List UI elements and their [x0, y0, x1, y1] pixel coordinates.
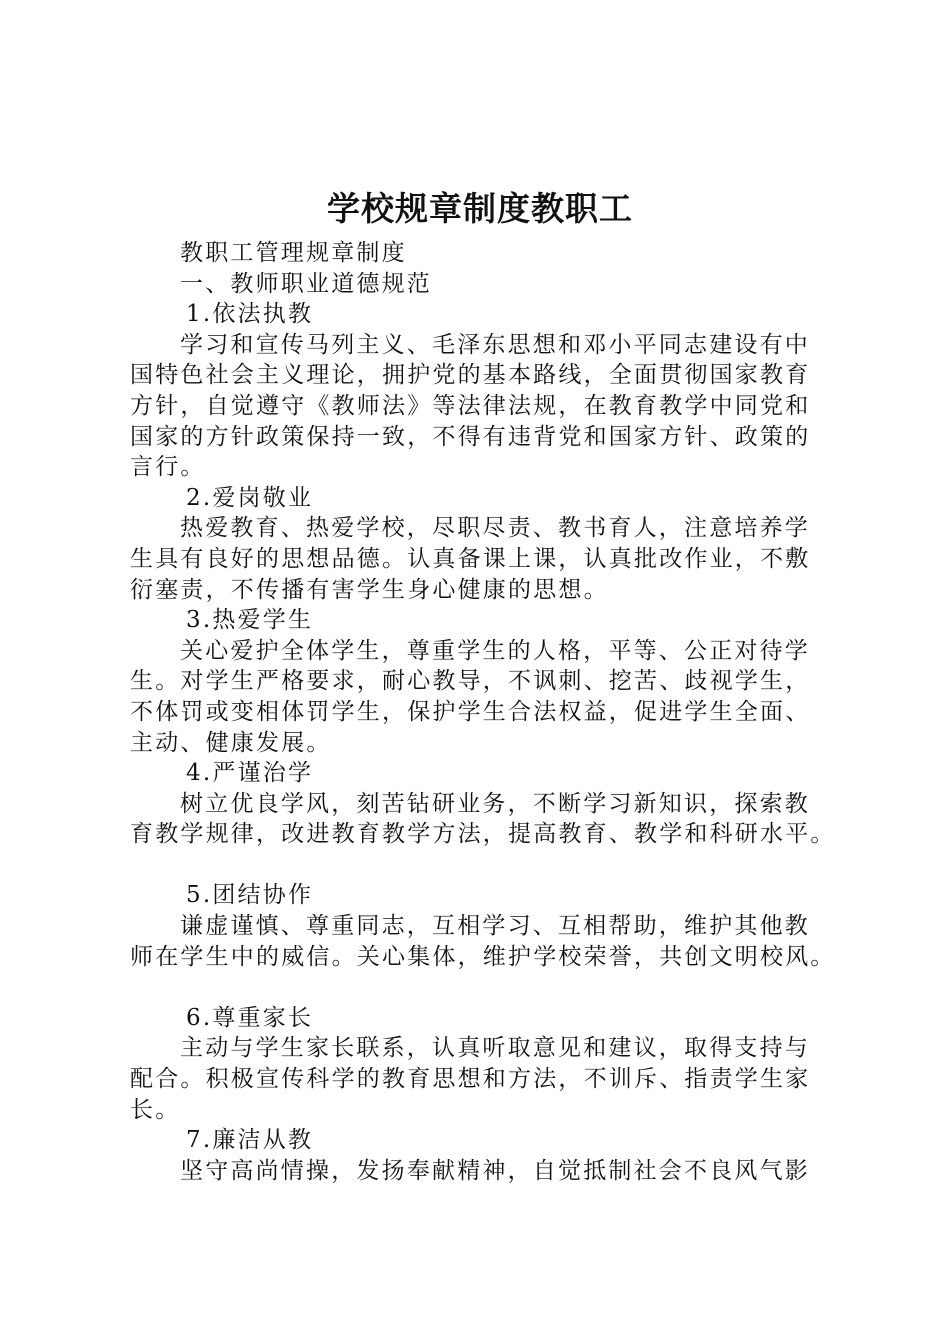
text-line: 方针，自觉遵守《教师法》等法律法规，在教育教学中同党和: [130, 392, 811, 419]
text-line: 不体罚或变相体罚学生，保护学生合法权益，促进学生全面、: [130, 698, 811, 725]
text-line: 主动、健康发展。: [130, 729, 332, 756]
text-line: 生。对学生严格要求，耐心教导，不讽刺、挖苦、歧视学生，: [130, 668, 811, 695]
text-line: 师在学生中的威信。关心集体，维护学校荣誉，共创文明校风。: [130, 943, 836, 970]
section-heading: 4.严谨治学: [186, 760, 314, 787]
section-heading: 7.廉洁从教: [186, 1127, 314, 1154]
text-line: 长。: [130, 1096, 181, 1123]
section-heading: 5.团结协作: [186, 882, 314, 909]
text-line: 关心爱护全体学生，尊重学生的人格，平等、公正对待学: [180, 637, 810, 664]
document-title: 学校规章制度教职工: [327, 189, 633, 228]
text-line: 树立优良学风，刻苦钻研业务，不断学习新知识，探索教: [180, 790, 810, 817]
text-line: 教职工管理规章制度: [180, 240, 407, 266]
text-line: 配合。积极宣传科学的教育思想和方法，不训斥、指责学生家: [130, 1066, 811, 1093]
text-line: 育教学规律，改进教育教学方法，提高教育、教学和科研水平。: [130, 821, 836, 848]
text-line: 衍塞责，不传播有害学生身心健康的思想。: [130, 576, 609, 603]
text-line: 热爱教育、热爱学校，尽职尽责、教书育人，注意培养学: [180, 515, 810, 542]
section-heading: 1.依法执教: [186, 301, 314, 328]
blank-line: [130, 850, 830, 881]
text-line: 学习和宣传马列主义、毛泽东思想和邓小平同志建设有中: [180, 331, 810, 358]
section-heading: 2.爱岗敬业: [186, 484, 314, 511]
text-line: 一、教师职业道德规范: [180, 270, 432, 297]
text-line: 国家的方针政策保持一致，不得有违背党和国家方针、政策的: [130, 423, 811, 450]
text-line: 国特色社会主义理论，拥护党的基本路线，全面贯彻国家教育: [130, 362, 811, 389]
blank-line: [130, 972, 830, 1003]
text-line: 生具有良好的思想品德。认真备课上课，认真批改作业，不敷: [130, 545, 811, 572]
section-heading: 3.热爱学生: [186, 607, 314, 634]
document-body: [130, 238, 836, 1186]
text-line: 言行。: [130, 454, 206, 481]
section-heading: 6.尊重家长: [186, 1004, 314, 1031]
text-line: 谦虚谨慎、尊重同志，互相学习、互相帮助，维护其他教: [180, 913, 810, 940]
text-line: 主动与学生家长联系，认真听取意见和建议，取得支持与: [180, 1035, 810, 1062]
text-line: 坚守高尚情操，发扬奉献精神，自觉抵制社会不良风气影: [180, 1157, 810, 1184]
